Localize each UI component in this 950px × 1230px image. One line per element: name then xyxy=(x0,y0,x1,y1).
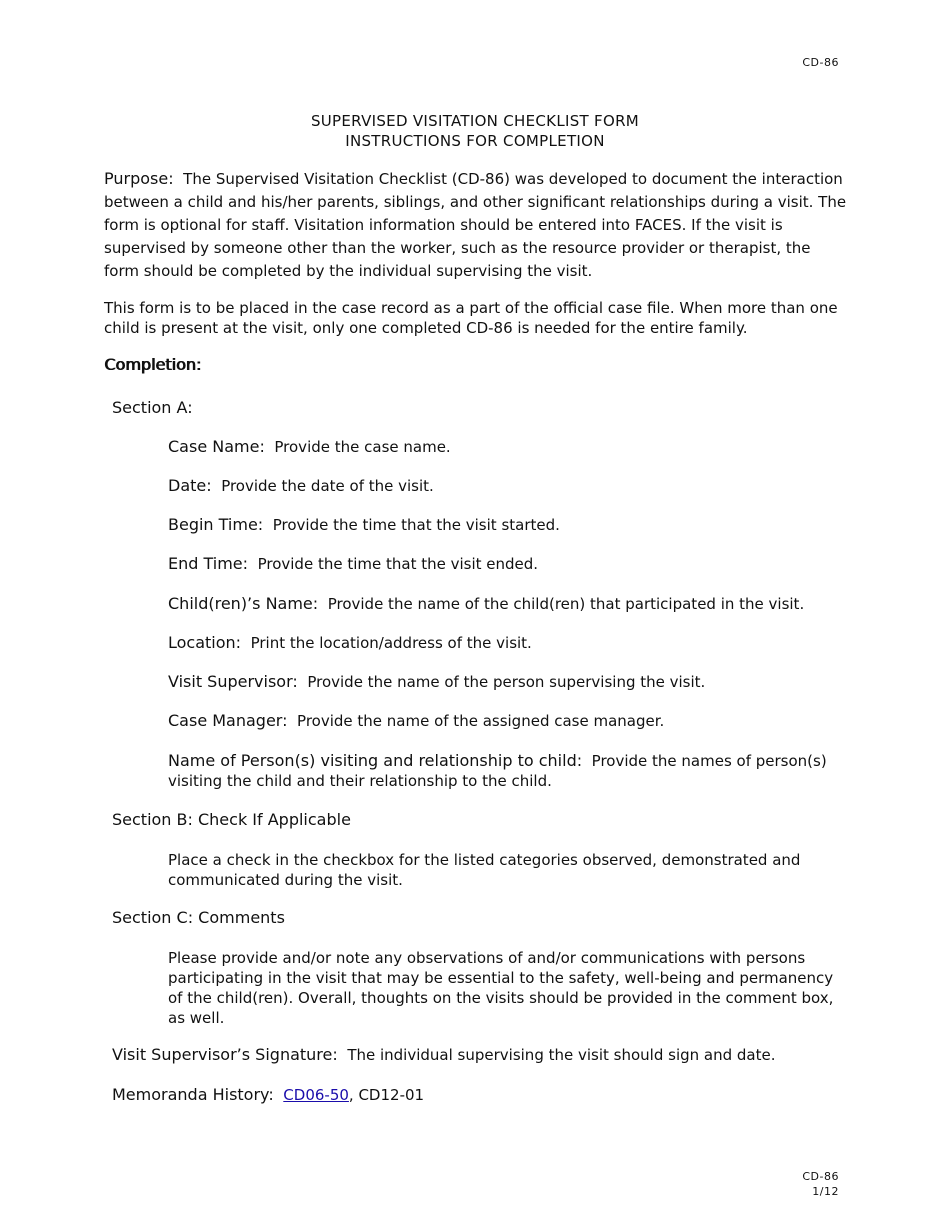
item-label: Child(ren)’s Name: xyxy=(168,594,319,613)
item-label: Location: xyxy=(168,633,242,652)
purpose-label: Purpose: xyxy=(104,169,174,188)
item-label: Case Manager: xyxy=(168,711,288,730)
memoranda-link-cd06-50[interactable]: CD06-50 xyxy=(283,1086,349,1104)
title-line-2: INSTRUCTIONS FOR COMPLETION xyxy=(345,132,605,150)
item-text: Provide the date of the visit. xyxy=(221,477,434,495)
item-label: Visit Supervisor: xyxy=(168,672,298,691)
section-a-item-children-name xyxy=(168,594,840,614)
section-b-heading: Section B: Check If Applicable xyxy=(112,810,351,829)
section-c-heading: Section C: Comments xyxy=(112,908,285,927)
item-label: Begin Time: xyxy=(168,515,264,534)
memoranda-label: Memoranda History: xyxy=(112,1085,274,1104)
section-b-text: Place a check in the checkbox for the listed categories observed, demonstrated and communicated during the visit. xyxy=(168,851,801,889)
section-a-item-end-time xyxy=(168,554,840,574)
section-a-item-case-name xyxy=(168,437,840,457)
memoranda-rest: , CD12-01 xyxy=(348,1086,425,1104)
item-text: Provide the name of the child(ren) that participated in the visit. xyxy=(327,595,805,613)
item-text: Provide the name of the person supervising the visit. xyxy=(307,673,706,691)
document-title xyxy=(0,111,950,151)
item-label: Case Name: xyxy=(168,437,265,456)
item-label: End Time: xyxy=(168,554,249,573)
item-text: Provide the time that the visit started. xyxy=(272,516,560,534)
item-label: Name of Person(s) visiting and relationship to child: xyxy=(168,751,583,770)
item-label: Date: xyxy=(168,476,212,495)
section-a-item-persons-visiting xyxy=(168,751,840,791)
case-record-paragraph: This form is to be placed in the case record as a part of the official case file. When more than one child is present at the visit, only one completed CD-86 is needed for the entire family. xyxy=(104,299,838,337)
signature-text: The individual supervising the visit should sign and date. xyxy=(347,1046,776,1064)
purpose-text: The Supervised Visitation Checklist (CD-86) was developed to document the interaction between a child and his/her parents, siblings, and other significant relationships during a visit. The form is optional for staff. Visitation information should be entered into FACES. If the visit is supervised by someone other than the worker, such as the resource provider or therapist, the form should be completed by the individual supervising the visit. xyxy=(104,170,847,280)
section-a-item-location xyxy=(168,633,840,653)
item-text: Provide the name of the assigned case manager. xyxy=(297,712,665,730)
footer-form-id: CD-86 xyxy=(802,1170,839,1183)
signature-label: Visit Supervisor’s Signature: xyxy=(112,1045,338,1064)
item-text: Provide the time that the visit ended. xyxy=(257,555,539,573)
section-a-item-date xyxy=(168,476,840,496)
page-footer xyxy=(802,1169,839,1199)
title-line-1: SUPERVISED VISITATION CHECKLIST FORM xyxy=(310,112,640,130)
completion-heading: Completion: xyxy=(104,355,202,374)
purpose-paragraph xyxy=(104,167,849,283)
memoranda-line xyxy=(112,1085,842,1105)
section-a-heading: Section A: xyxy=(112,398,193,417)
form-id-header: CD-86 xyxy=(802,56,839,69)
item-text: Provide the names of person(s) visiting the child and their relationship to the child. xyxy=(168,752,827,790)
section-a-item-begin-time xyxy=(168,515,840,535)
section-c-text: Please provide and/or note any observations of and/or communications with persons participating in the visit that may be essential to the safety, well-being and permanency of the child(ren). Overall, thoughts on the visits should be provided in the comment box, as well. xyxy=(168,949,834,1027)
section-a-item-case-manager xyxy=(168,711,840,731)
section-a-item-visit-supervisor xyxy=(168,672,840,692)
footer-page-number: 1/12 xyxy=(812,1185,839,1198)
item-text: Print the location/address of the visit. xyxy=(250,634,532,652)
signature-line xyxy=(112,1045,842,1065)
item-text: Provide the case name. xyxy=(274,438,451,456)
